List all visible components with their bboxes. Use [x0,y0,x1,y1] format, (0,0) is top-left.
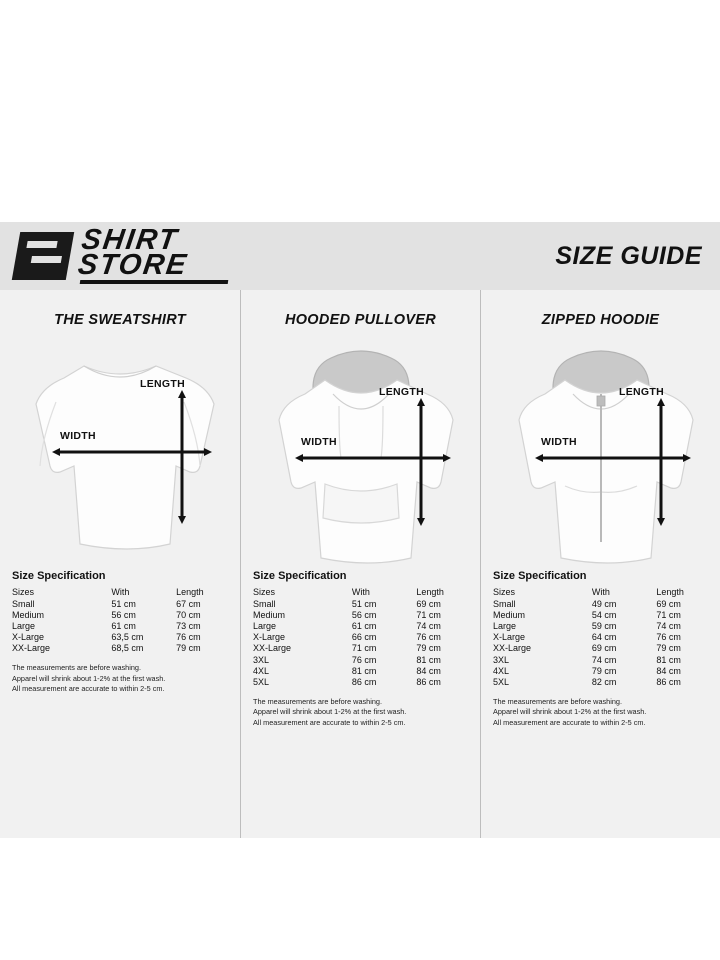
note-line-1: The measurements are before washing. [493,696,622,706]
cell-length: 79 cm [656,643,681,654]
note-line-1: The measurements are before washing. [12,662,141,672]
table-row [12,643,228,654]
cell-width: 79 cm [591,665,617,676]
note-line-3: All measurement are accurate to within 2-5 cm. [253,717,406,727]
table-row [253,598,468,609]
cell-width: 56 cm [111,609,136,620]
cell-length: 81 cm [416,654,441,665]
table-row [253,665,468,676]
note-line-3: All measurement are accurate to within 2-5 cm. [12,684,165,694]
measurement-notes [253,697,468,729]
cell-width: 63,5 cm [111,632,144,643]
spec-block [12,570,228,695]
cell-size: Medium [12,609,45,620]
s-logo-icon [12,232,74,280]
cell-size: XX-Large [12,643,51,654]
table-row [253,676,468,687]
cell-width: 61 cm [351,620,377,631]
note-line-1: The measurements are before washing. [253,696,382,706]
table-row [12,620,228,631]
cell-width: 86 cm [351,676,377,687]
cell-size: X-Large [493,632,526,643]
cell-width: 81 cm [351,665,377,676]
column-title: HOODED PULLOVER [284,312,437,328]
cell-size: Large [253,620,277,631]
hooded-pullover-illustration [253,336,468,566]
cell-width: 74 cm [591,654,617,665]
table-row [253,620,468,631]
cell-size: 3XL [493,654,510,665]
cell-width: 64 cm [591,632,617,643]
cell-length: 76 cm [416,632,441,643]
product-columns [0,290,720,838]
header-with: With [111,587,130,597]
table-row [253,609,468,620]
cell-size: Small [253,598,276,609]
table-row [253,632,468,643]
cell-length: 79 cm [416,643,441,654]
length-label: LENGTH [140,378,185,390]
table-row [493,665,708,676]
table-row [493,643,708,654]
cell-size: 5XL [493,676,510,687]
cell-size: XX-Large [253,643,292,654]
cell-width: 71 cm [351,643,377,654]
cell-length: 76 cm [176,632,201,643]
length-label: LENGTH [619,386,664,398]
cell-length: 81 cm [656,654,681,665]
brand-wordmark [76,223,232,281]
column-hooded-pullover [240,290,480,838]
cell-width: 69 cm [591,643,617,654]
header-length: Length [176,587,204,597]
table-row [253,654,468,665]
cell-length: 84 cm [656,665,681,676]
cell-size: 4XL [493,665,510,676]
header-sizes: Sizes [12,587,35,597]
cell-length: 84 cm [416,665,441,676]
cell-length: 69 cm [656,598,681,609]
cell-width: 49 cm [591,598,617,609]
note-line-2: Apparel will shrink about 1-2% at the first wash. [12,673,166,683]
brand-logo [16,223,228,284]
cell-size: 4XL [253,665,270,676]
cell-size: X-Large [253,632,286,643]
note-line-2: Apparel will shrink about 1-2% at the first wash. [253,707,407,717]
cell-length: 71 cm [656,609,681,620]
column-title: ZIPPED HOODIE [541,312,660,328]
size-guide-sheet [0,222,720,838]
column-title: THE SWEATSHIRT [54,312,186,328]
table-row [493,632,708,643]
width-label: WIDTH [301,436,337,448]
table-row [12,632,228,643]
cell-length: 74 cm [656,620,681,631]
note-line-3: All measurement are accurate to within 2-5 cm. [493,717,646,727]
spec-heading: Size Specification [493,570,587,582]
header-sizes: Sizes [493,587,516,597]
cell-width: 82 cm [591,676,617,687]
cell-width: 59 cm [591,620,617,631]
cell-width: 76 cm [351,654,377,665]
cell-width: 54 cm [591,609,617,620]
size-table [253,586,468,688]
header-sizes: Sizes [253,587,276,597]
header-length: Length [656,587,684,597]
cell-size: XX-Large [493,643,532,654]
cell-size: Small [493,598,516,609]
width-label: WIDTH [60,430,96,442]
spec-block [253,570,468,728]
table-row [253,643,468,654]
cell-length: 76 cm [656,632,681,643]
cell-size: Medium [253,609,286,620]
cell-length: 86 cm [656,676,681,687]
cell-width: 68,5 cm [111,643,144,654]
table-header-row [12,586,228,598]
brand-underline [80,280,229,284]
column-zipped-hoodie [480,290,720,838]
cell-size: 3XL [253,654,270,665]
cell-length: 73 cm [176,620,201,631]
cell-width: 51 cm [111,598,136,609]
cell-length: 70 cm [176,609,201,620]
crewneck-sweatshirt-illustration [12,336,228,566]
brand-line-2: STORE [76,248,190,281]
header-bar [0,222,720,290]
table-row [493,654,708,665]
cell-size: Large [493,620,517,631]
table-row [493,609,708,620]
cell-length: 69 cm [416,598,441,609]
cell-length: 74 cm [416,620,441,631]
cell-width: 61 cm [111,620,136,631]
cell-length: 67 cm [176,598,201,609]
cell-length: 79 cm [176,643,201,654]
cell-length: 86 cm [416,676,441,687]
cell-size: Small [12,598,35,609]
cell-size: Medium [493,609,526,620]
cell-width: 66 cm [351,632,377,643]
size-table [12,586,228,654]
cell-length: 71 cm [416,609,441,620]
header-length: Length [416,587,444,597]
size-table [493,586,708,688]
table-header-row [493,586,708,598]
table-row [12,598,228,609]
zipped-hoodie-illustration [493,336,708,566]
width-label: WIDTH [541,436,577,448]
table-row [493,598,708,609]
header-with: With [591,587,610,597]
table-header-row [253,586,468,598]
spec-block [493,570,708,728]
cell-width: 51 cm [351,598,377,609]
spec-heading: Size Specification [253,570,347,582]
cell-size: Large [12,620,36,631]
header-with: With [351,587,370,597]
table-row [12,609,228,620]
note-line-2: Apparel will shrink about 1-2% at the first wash. [493,707,647,717]
length-label: LENGTH [379,386,424,398]
page-title: SIZE GUIDE [555,241,702,270]
measurement-notes [493,697,708,729]
cell-size: X-Large [12,632,45,643]
table-row [493,676,708,687]
cell-size: 5XL [253,676,270,687]
spec-heading: Size Specification [12,570,106,582]
column-sweatshirt [0,290,240,838]
measurement-notes [12,663,228,695]
table-row [493,620,708,631]
brand-line-1: SHIRT [79,223,181,256]
cell-width: 56 cm [351,609,377,620]
